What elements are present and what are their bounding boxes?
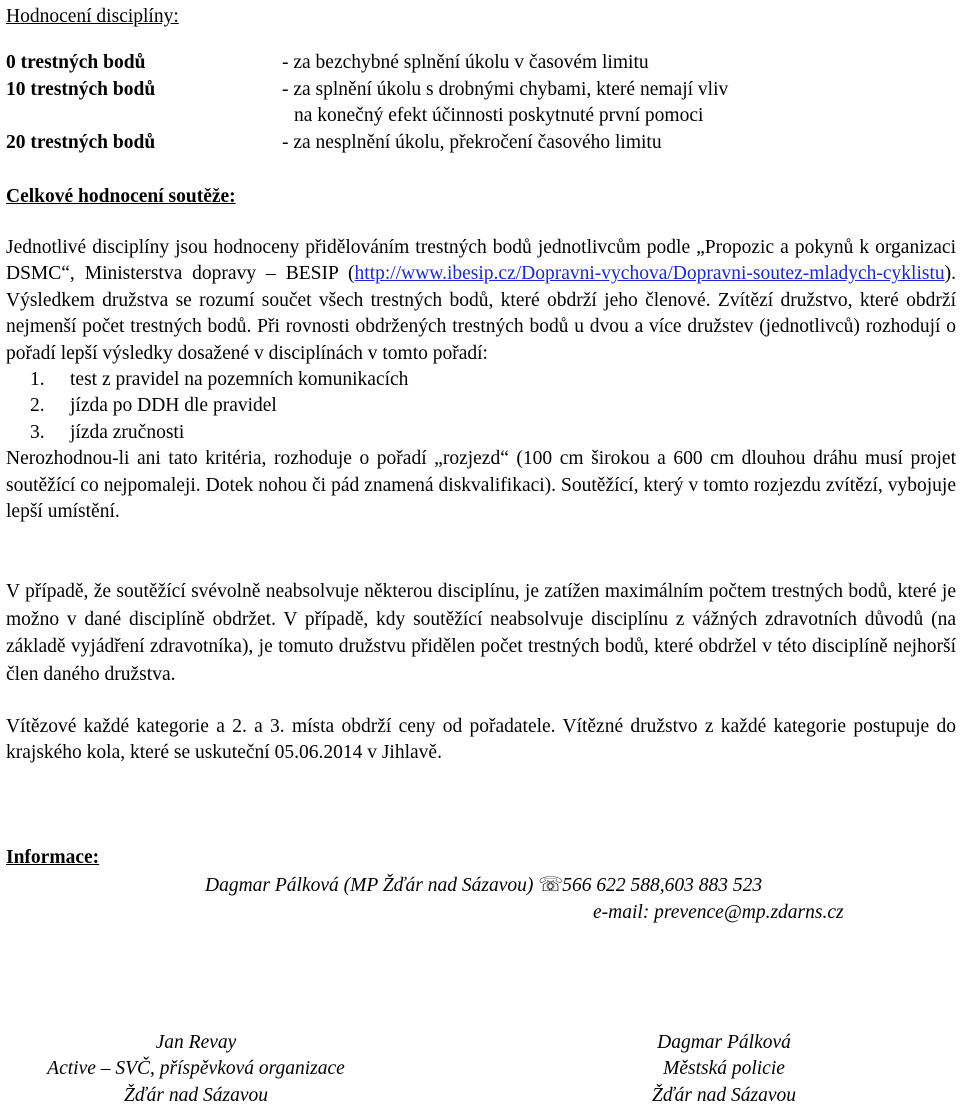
list-text: test z pravidel na pozemních komunikacích <box>70 369 409 391</box>
evaluation-body <box>6 235 956 525</box>
scoring-row <box>6 130 956 157</box>
discipline-scoring-heading: Hodnocení disciplíny: <box>6 6 179 27</box>
besip-link[interactable]: http://www.ibesip.cz/Dopravni-vychova/Dopravni-soutez-mladych-cyklistu <box>354 263 945 285</box>
list-item <box>30 420 956 446</box>
scoring-table <box>6 50 956 156</box>
scoring-row <box>6 50 956 77</box>
penalty-paragraph: V případě, že soutěžící svévolně neabsolvuje některou disciplínu, je zatížen maximálním počtem trestných bodů, které je možno v dané disciplíně obdržet. V případě, kdy soutěžící neabsolvuje disciplínu z vážných zdravotních důvodů (na základě vyjádření zdravotníka), je tomuto družstvu přidělen počet trestných bodů, které obdržel v této disciplíně nejhorší člen daného družstva. <box>6 581 956 685</box>
scoring-row-continuation <box>6 103 956 130</box>
telephone-icon: ☏ <box>538 874 564 896</box>
evaluation-intro: Jednotlivé disciplíny jsou hodnoceny přidělováním trestných bodů jednotlivcům podle „Propozic a pokynů k organizaci DSMC“, Ministerstva dopravy – BESIP ( <box>6 237 956 285</box>
list-number: 1. <box>30 369 45 391</box>
signature-right <box>624 1030 824 1109</box>
signatory-organization: Městská policie <box>663 1058 785 1080</box>
contact-email: e-mail: prevence@mp.zdarns.cz <box>593 902 844 923</box>
signature-left <box>6 1030 386 1109</box>
tiebreak-criteria-list <box>6 367 956 446</box>
scoring-label: 20 trestných bodů <box>6 131 156 153</box>
list-item <box>30 393 956 419</box>
overall-evaluation-heading: Celkové hodnocení soutěže: <box>6 186 236 207</box>
list-text: jízda po DDH dle pravidel <box>70 395 277 417</box>
list-item <box>30 367 956 393</box>
signatory-name: Jan Revay <box>155 1032 237 1053</box>
scoring-description: - za splnění úkolu s drobnými chybami, které nemají vliv <box>282 78 729 100</box>
evaluation-rules: ). Výsledkem družstva se rozumí součet všech trestných bodů, které obdrží jeho členové. Zvítězí družstvo, které obdrží nejmenší počet trestných bodů. Při rovnosti obdržených trestných bodů u dvou a více družstev (jednotlivců) rozhodují o pořadí lepší výsledky dosažené v disciplínách v tomto pořadí: <box>6 263 956 364</box>
scoring-description: - za bezchybné splnění úkolu v časovém limitu <box>282 52 649 73</box>
list-number: 2. <box>30 395 45 417</box>
contact-name: Dagmar Pálková (MP Žďár nad Sázavou) <box>205 875 534 896</box>
list-text: jízda zručnosti <box>70 421 185 443</box>
evaluation-paragraph <box>6 235 956 367</box>
tiebreak-paragraph: Nerozhodnou-li ani tato kritéria, rozhoduje o pořadí „rozjezd“ (100 cm širokou a 600 cm dlouhou dráhu musí projet soutěžící co nejpomaleji. Dotek nohou či pád znamená diskvalifikaci). Soutěžící, který v tomto rozjezdu zvítězí, vybojuje lepší umístění. <box>6 448 956 523</box>
signatory-city: Žďár nad Sázavou <box>651 1084 797 1106</box>
list-number: 3. <box>30 421 45 443</box>
scoring-label: 0 trestných bodů <box>6 52 146 73</box>
contact-line <box>205 872 762 900</box>
scoring-label: 10 trestných bodů <box>6 78 156 100</box>
scoring-description: - za nesplnění úkolu, překročení časového limitu <box>282 131 662 153</box>
information-heading: Informace: <box>6 847 100 868</box>
scoring-description: na konečný efekt účinnosti poskytnuté první pomoci <box>294 105 704 126</box>
contact-phones: 566 622 588,603 883 523 <box>562 875 763 896</box>
scoring-row <box>6 77 956 104</box>
prizes-paragraph: Vítězové každé kategorie a 2. a 3. místa obdrží ceny od pořadatele. Vítězné družstvo z každé kategorie postupuje do krajského kola, které se uskuteční 05.06.2014 v Jihlavě. <box>6 716 956 764</box>
signatory-organization: Active – SVČ, příspěvková organizace <box>47 1058 345 1080</box>
signatory-name: Dagmar Pálková <box>657 1032 791 1053</box>
signatory-city: Žďár nad Sázavou <box>123 1084 269 1106</box>
